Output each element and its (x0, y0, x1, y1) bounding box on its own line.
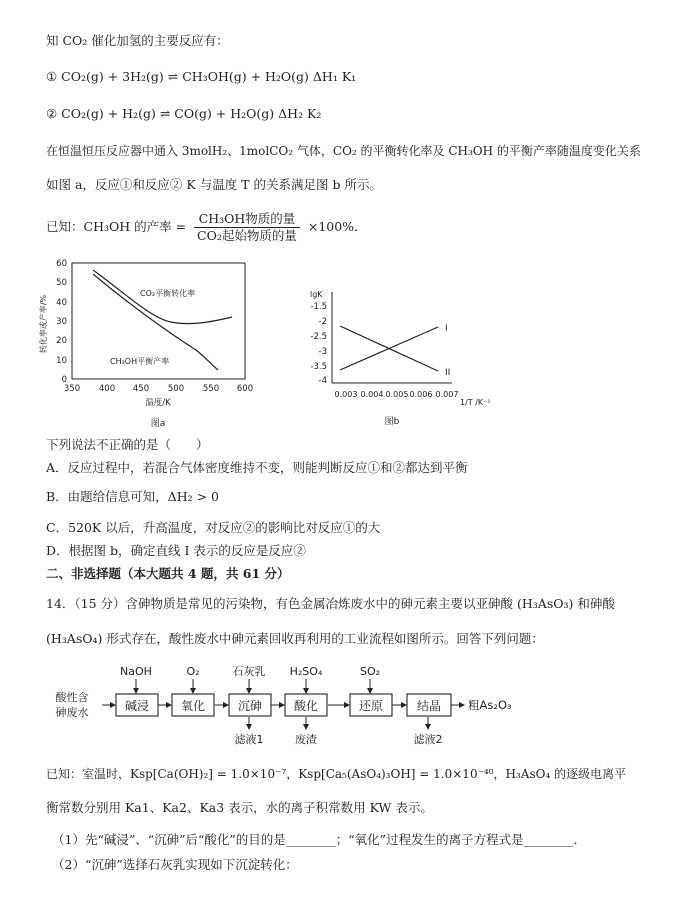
option-c: C．520K 以后，升高温度，对反应②的影响比对反应①的大 (46, 520, 381, 535)
process-flow (40, 662, 560, 748)
option-d: D．根据图 b，确定直线 I 表示的反应是反应② (46, 543, 306, 558)
section-heading: 二、非选择题（本大题共 4 题，共 61 分） (46, 566, 290, 581)
step-label: 还原 (358, 699, 384, 713)
reagent-label: H₂SO₄ (289, 665, 323, 678)
step-label: 碱浸 (124, 699, 150, 713)
line-ii-label: II (445, 368, 451, 378)
feed-line2: 砷废水 (55, 706, 89, 719)
xa-tick: 350 (63, 384, 81, 394)
feed-line1: 酸性含 (55, 691, 89, 704)
figure-b-xlabel: 1/T /K⁻¹ (460, 398, 491, 407)
known-constants-1: 已知：室温时，Ksp[Ca(OH)₂] = 1.0×10⁻⁷，Ksp[Ca₅(AsO₄)₃OH] = 1.0×10⁻⁴⁰，H₃AsO₄ 的逐级电离平 (46, 767, 627, 781)
q14-line2: (H₃AsO₄) 形式存在，酸性废水中砷元素回收再利用的工业流程如图所示。回答下列问题： (46, 631, 544, 646)
condition-line: 在恒温恒压反应器中通入 3molH₂、1molCO₂ 气体，CO₂ 的平衡转化率及 CH₃OH 的平衡产率随温度变化关系 (46, 144, 641, 158)
ya-tick: 20 (56, 336, 67, 346)
reagent-label: 石灰乳 (232, 665, 266, 678)
output-label: 滤液1 (234, 733, 264, 746)
xb-tick: 0.003 (334, 390, 358, 399)
ya-tick: 0 (61, 375, 67, 385)
figure-b-caption: 图b (384, 417, 400, 427)
figure-b (280, 282, 520, 432)
reagent-label: NaOH (120, 665, 152, 678)
ya-tick: 10 (56, 356, 67, 366)
yb-tick: -1.5 (310, 302, 327, 312)
figure-b-ylabel: lgK (310, 290, 323, 299)
intro-line: 知 CO₂ 催化加氢的主要反应有： (46, 33, 229, 48)
reaction-2: ② CO₂(g) + H₂(g) ⇌ CO(g) + H₂O(g) ΔH₂ K₂ (46, 106, 322, 121)
figure-a-caption: 图a (150, 419, 166, 429)
yb-tick: -2.5 (310, 332, 327, 342)
xa-tick: 400 (98, 384, 116, 394)
fraction-denominator: CO₂起始物质的量 (197, 228, 297, 243)
step-label: 氧化 (180, 699, 206, 713)
yb-tick: -3.5 (310, 362, 327, 372)
q14-line1: 14．（15 分）含砷物质是常见的污染物，有色金属冶炼废水中的砷元素主要以亚砷酸 (H₃AsO₃) 和砷酸 (46, 596, 615, 611)
subquestion-1: （1）先“碱浸”、“沉砷”后“酸化”的目的是________；“氧化”过程发生的离子方程式是________． (52, 832, 587, 847)
question-stem: 下列说法不正确的是（ ） (46, 437, 209, 452)
option-a: A．反应过程中，若混合气体密度维持不变，则能判断反应①和②都达到平衡 (46, 460, 468, 475)
fraction-numerator: CH₃OH物质的量 (194, 211, 300, 228)
option-b: B．由题给信息可知，ΔH₂ > 0 (46, 489, 219, 504)
product-label: 粗As₂O₃ (468, 698, 512, 712)
figure-ref-line: 如图 a，反应①和反应② K 与温度 T 的关系满足图 b 所示。 (46, 177, 382, 192)
line-i (340, 327, 438, 370)
reagent-label: SO₂ (359, 665, 381, 678)
figure-a-ylabel: 转化率或产率/% (39, 294, 48, 354)
ya-tick: 60 (56, 259, 67, 269)
xb-tick: 0.004 (360, 390, 384, 399)
step-label: 酸化 (293, 699, 319, 713)
step-label: 结晶 (416, 699, 442, 713)
ya-tick: 30 (56, 317, 67, 327)
output-label: 废渣 (295, 733, 317, 746)
subquestion-2: （2）“沉砷”选择石灰乳实现如下沉淀转化： (52, 857, 298, 872)
reaction-1: ① CO₂(g) + 3H₂(g) ⇌ CH₃OH(g) + H₂O(g) ΔH₁ K₁ (46, 69, 357, 84)
yield-label: 已知：CH₃OH 的产率 = (46, 219, 187, 234)
yield-definition (46, 211, 367, 244)
curve2-label: CH₃OH平衡产率 (110, 357, 170, 366)
output-label: 滤液2 (413, 733, 443, 746)
step-label: 沉砷 (237, 699, 263, 713)
yb-tick: -3 (318, 347, 327, 357)
yield-multiplier: ×100%． (307, 219, 367, 234)
xb-tick: 0.007 (435, 390, 459, 399)
figure-a-xlabel: 温度/K (145, 398, 171, 408)
known-constants-2: 衡常数分别用 Ka1、Ka2、Ka3 表示，水的离子积常数用 KW 表示。 (46, 800, 433, 815)
reagent-label: O₂ (186, 665, 200, 678)
line-i-label: I (445, 324, 448, 334)
xa-tick: 600 (236, 384, 254, 394)
yb-tick: -2 (318, 317, 327, 327)
xa-tick: 550 (202, 384, 220, 394)
xb-tick: 0.005 (385, 390, 409, 399)
figure-a (36, 254, 266, 434)
curve1-label: CO₂平衡转化率 (140, 289, 196, 298)
yb-tick: -4 (318, 376, 327, 386)
xa-tick: 500 (167, 384, 185, 394)
xa-tick: 450 (132, 384, 150, 394)
xb-tick: 0.006 (409, 390, 433, 399)
ya-tick: 50 (56, 278, 67, 288)
ya-tick: 40 (56, 298, 67, 308)
yield-fraction (194, 211, 300, 244)
